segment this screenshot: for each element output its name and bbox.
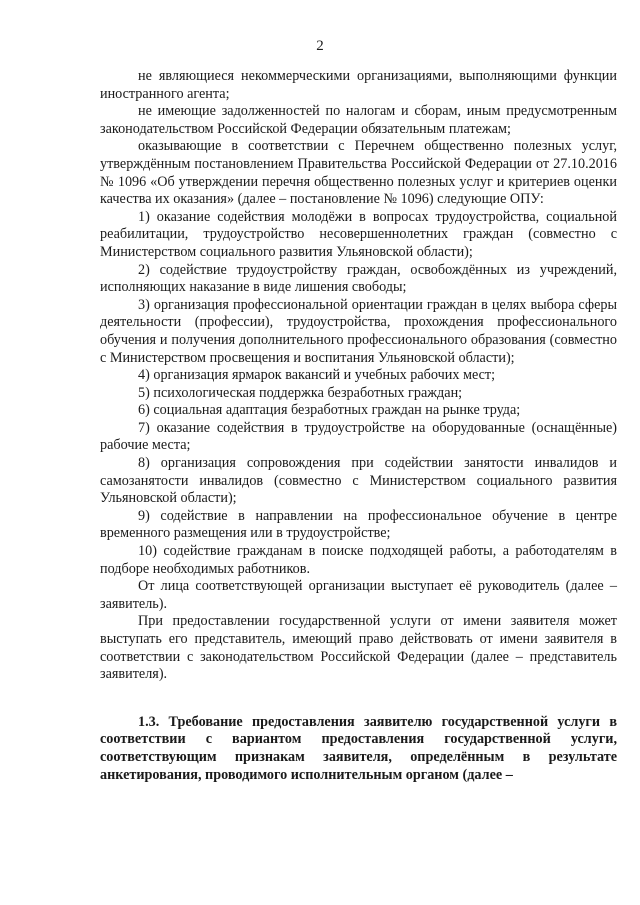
list-item-opu-10: 10) содействие гражданам в поиске подходящей работы, а работодателям в подборе необходимых работников. <box>100 543 617 577</box>
paragraph-representative: При предоставлении государственной услуги от имени заявителя может выступать его представитель, имеющий право действовать от имени заявителя в соответствии с законодательством Российской Федерации (далее – представитель заявителя). <box>100 613 617 683</box>
list-item-opu-2: 2) содействие трудоустройству граждан, освобождённых из учреждений, исполняющих наказание в виде лишения свободы; <box>100 261 617 296</box>
document-body <box>100 68 617 784</box>
paragraph-opu-intro: оказывающие в соответствии с Перечнем общественно полезных услуг, утверждённым постановлением Правительства Российской Федерации от 27.10.2016 № 1096 «Об утверждении перечня общественно полезных услуг и критериев оценки качества их оказания» (далее – постановление № 1096) следующие ОПУ: <box>100 138 617 208</box>
paragraph-no-foreign-agent: не являющиеся некоммерческими организациями, выполняющими функции иностранного агента; <box>100 68 617 102</box>
paragraph-no-tax-debt: не имеющие задолженностей по налогам и сборам, иным предусмотренным законодательством Российской Федерации обязательным платежам; <box>100 103 617 137</box>
list-item-opu-4: 4) организация ярмарок вакансий и учебных рабочих мест; <box>138 367 496 384</box>
list-item-opu-3: 3) организация профессиональной ориентации граждан в целях выбора сферы деятельности (профессии), трудоустройства, прохождения профессионального обучения и получения дополнительного профессионального образования (совместно с Министерством просвещения и воспитания Ульяновской области); <box>100 296 617 366</box>
list-item-opu-1: 1) оказание содействия молодёжи в вопросах трудоустройства, социальной реабилитации, трудоустройство несовершеннолетних граждан (совместно с Министерством социального развития Ульяновской области); <box>100 208 617 260</box>
section-heading-1-3: 1.3. Требование предоставления заявителю государственной услуги в соответствии с вариантом предоставления государственной услуги, соответствующим признакам заявителя, определённым в результате анкетирования, проводимого исполнительным органом (далее – <box>100 713 617 783</box>
paragraph-applicant: От лица соответствующей организации выступает её руководитель (далее – заявитель). <box>100 578 617 612</box>
page-number: 2 <box>316 38 324 54</box>
list-item-opu-5: 5) психологическая поддержка безработных граждан; <box>138 384 463 401</box>
list-item-opu-9: 9) содействие в направлении на профессиональное обучение в центре временного размещения или в трудоустройстве; <box>100 507 617 542</box>
list-item-opu-8: 8) организация сопровождения при содействии занятости инвалидов и самозанятости инвалидов (совместно с Министерством социального развития Ульяновской области); <box>100 455 617 507</box>
list-item-opu-7: 7) оказание содействия в трудоустройстве на оборудованные (оснащённые) рабочие места; <box>100 419 617 454</box>
list-item-opu-6: 6) социальная адаптация безработных граждан на рынке труда; <box>138 402 521 419</box>
